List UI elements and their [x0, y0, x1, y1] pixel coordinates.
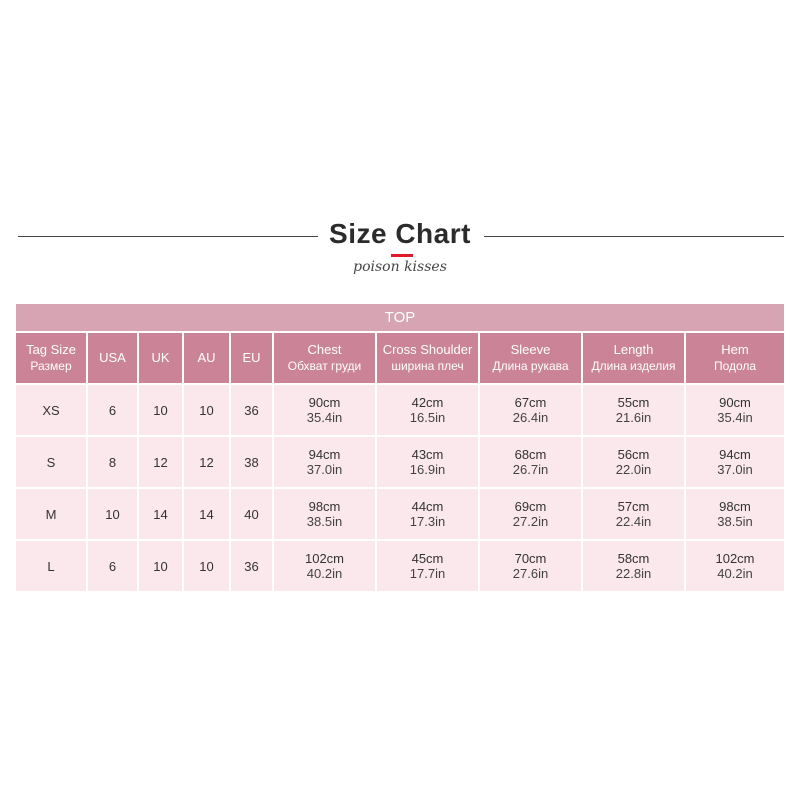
cell-cross-shoulder [376, 540, 479, 592]
cell-value-cm: 68cm [514, 447, 547, 462]
cell-value-in: 26.7in [512, 462, 549, 477]
cell-chest [273, 384, 376, 436]
cell-sleeve [479, 436, 582, 488]
cell-value-in: 17.7in [409, 566, 446, 581]
column-header-sublabel: Длина изделия [591, 359, 676, 373]
cell-eu: 40 [230, 488, 273, 540]
cell-au: 10 [183, 540, 230, 592]
cell-usa: 10 [87, 488, 138, 540]
cell-usa: 8 [87, 436, 138, 488]
cell-value-in: 27.6in [512, 566, 549, 581]
column-header-label: Length [613, 342, 654, 357]
cell-value-cm: 42cm [411, 395, 444, 410]
column-header-tag-size [15, 332, 87, 384]
column-header-hem [685, 332, 785, 384]
cell-cross-shoulder [376, 488, 479, 540]
page-title: Size Chart [329, 218, 471, 249]
table-header-row [15, 332, 785, 384]
cell-cross-shoulder [376, 384, 479, 436]
column-header-sublabel: ширина плеч [391, 359, 464, 373]
cell-value-in: 37.0in [717, 462, 753, 477]
size-table [15, 303, 785, 592]
cell-value-cm: 94cm [719, 447, 751, 462]
cell-uk: 10 [138, 540, 183, 592]
cell-value-cm: 70cm [514, 551, 547, 566]
column-header-label: Hem [721, 342, 749, 357]
cell-eu: 36 [230, 540, 273, 592]
column-header-label: USA [99, 350, 126, 365]
cell-value-in: 22.0in [615, 462, 652, 477]
cell-eu: 36 [230, 384, 273, 436]
cell-value-cm: 69cm [514, 499, 547, 514]
column-header-sublabel: Обхват груди [287, 359, 362, 373]
title-block [0, 212, 800, 282]
column-header-label: Tag Size [26, 342, 76, 357]
column-header-label: Sleeve [510, 342, 551, 357]
cell-hem [685, 384, 785, 436]
table-row [15, 488, 785, 540]
cell-value-in: 16.5in [409, 410, 446, 425]
cell-uk: 10 [138, 384, 183, 436]
table-row [15, 540, 785, 592]
cell-value-in: 22.4in [615, 514, 652, 529]
cell-length [582, 540, 685, 592]
column-header-length [582, 332, 685, 384]
cell-tag-size: M [15, 488, 87, 540]
column-header-sublabel: Длина рукава [492, 359, 569, 373]
cell-value-cm: 90cm [719, 395, 751, 410]
table-row [15, 384, 785, 436]
cell-eu: 38 [230, 436, 273, 488]
cell-hem [685, 488, 785, 540]
cell-value-cm: 56cm [617, 447, 650, 462]
cell-uk: 12 [138, 436, 183, 488]
brand-subtitle: poison kisses [353, 259, 447, 275]
cell-value-cm: 55cm [617, 395, 650, 410]
column-header-label: EU [242, 350, 261, 365]
cell-usa: 6 [87, 540, 138, 592]
cell-sleeve [479, 384, 582, 436]
column-header-label: UK [151, 350, 170, 365]
cell-value-cm: 102cm [715, 551, 755, 566]
column-header-sublabel: Размер [30, 359, 72, 373]
cell-length [582, 384, 685, 436]
cell-hem [685, 436, 785, 488]
cell-value-cm: 98cm [308, 499, 341, 514]
cell-value-in: 16.9in [409, 462, 446, 477]
cell-value-in: 21.6in [615, 410, 652, 425]
cell-sleeve [479, 488, 582, 540]
table-row [15, 436, 785, 488]
cell-value-cm: 98cm [719, 499, 751, 514]
column-header-label: Cross Shoulder [382, 342, 473, 357]
table-section-title: TOP [15, 303, 785, 332]
cell-value-in: 38.5in [306, 514, 343, 529]
cell-value-in: 38.5in [717, 514, 753, 529]
cell-value-cm: 43cm [411, 447, 444, 462]
cell-value-in: 26.4in [512, 410, 549, 425]
cell-value-cm: 67cm [514, 395, 547, 410]
cell-value-in: 22.8in [615, 566, 652, 581]
cell-value-cm: 94cm [308, 447, 341, 462]
column-header-label: Chest [307, 342, 342, 357]
cell-value-in: 17.3in [409, 514, 446, 529]
cell-usa: 6 [87, 384, 138, 436]
cell-value-in: 35.4in [717, 410, 753, 425]
cell-chest [273, 488, 376, 540]
column-header-sublabel: Подола [713, 359, 757, 373]
column-header-sleeve [479, 332, 582, 384]
column-header-label: AU [197, 350, 216, 365]
column-header-cross-shoulder [376, 332, 479, 384]
cell-chest [273, 436, 376, 488]
cell-sleeve [479, 540, 582, 592]
cell-value-in: 40.2in [306, 566, 343, 581]
cell-value-in: 35.4in [306, 410, 343, 425]
cell-value-in: 37.0in [306, 462, 343, 477]
title-accent-underline [391, 254, 413, 257]
column-header-eu [230, 332, 273, 384]
cell-au: 14 [183, 488, 230, 540]
column-header-au [183, 332, 230, 384]
cell-value-cm: 44cm [411, 499, 444, 514]
cell-cross-shoulder [376, 436, 479, 488]
cell-value-cm: 57cm [617, 499, 650, 514]
cell-chest [273, 540, 376, 592]
cell-value-cm: 90cm [308, 395, 341, 410]
cell-value-in: 27.2in [512, 514, 549, 529]
cell-uk: 14 [138, 488, 183, 540]
cell-tag-size: L [15, 540, 87, 592]
cell-value-cm: 102cm [304, 551, 345, 566]
cell-value-in: 40.2in [717, 566, 753, 581]
cell-value-cm: 58cm [617, 551, 650, 566]
cell-au: 12 [183, 436, 230, 488]
cell-value-cm: 45cm [411, 551, 444, 566]
column-header-chest [273, 332, 376, 384]
cell-length [582, 488, 685, 540]
column-header-uk [138, 332, 183, 384]
cell-au: 10 [183, 384, 230, 436]
cell-length [582, 436, 685, 488]
cell-tag-size: XS [15, 384, 87, 436]
column-header-usa [87, 332, 138, 384]
cell-hem [685, 540, 785, 592]
cell-tag-size: S [15, 436, 87, 488]
